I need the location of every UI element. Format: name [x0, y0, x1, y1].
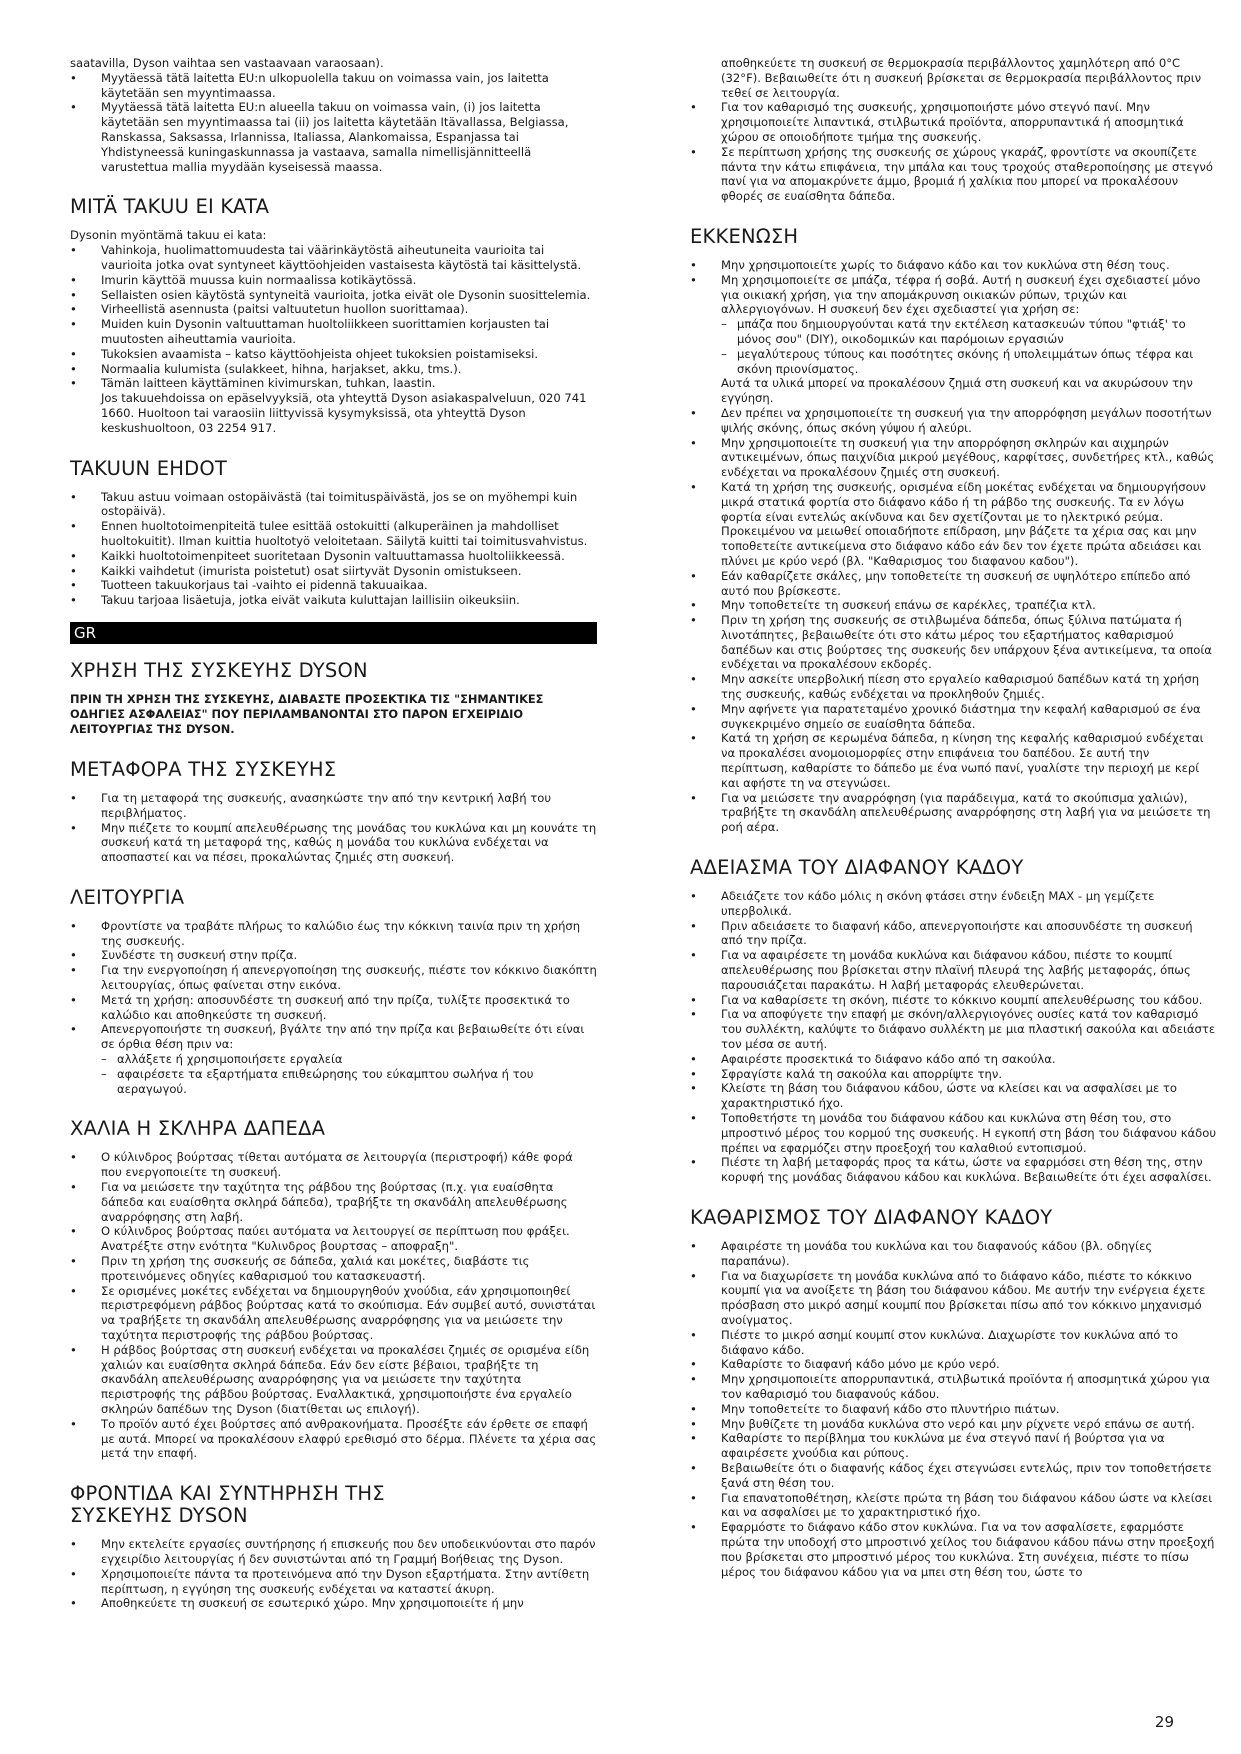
list-item: • Καθαρίστε το περίβλημα του κυκλώνα με ένα στεγνό πανί ή βούρτσα για να αφαιρέσετε χνούδια και ρύπους.: [690, 1431, 1217, 1461]
list-item: • Αφαιρέστε τη μονάδα του κυκλώνα και του διαφανούς κάδου (βλ. οδηγίες παραπάνω).: [690, 1239, 1217, 1269]
section-heading-care: [70, 1483, 597, 1527]
list-item: • Εάν καθαρίζετε σκάλες, μην τοποθετείτε τη συσκευή σε υψηλότερο επίπεδο από αυτό που βρίσκεστε.: [690, 569, 1217, 599]
list-item: • Η ράβδος βούρτσας στη συσκευή ενδέχεται να προκαλέσει ζημιές σε ορισμένα είδη χαλιών και ευαίσθητα σκληρά δάπεδα. Εάν δεν είστε βέβαιοι, τραβήξτε τη σκανδάλη απελευθέρωσης αναρρόφησης για να μειώσετε την ταχύτητα περιστροφής της ράβδου βούρτσας. Εναλλακτικά, χρησιμοποιήστε ένα εργαλείο σκληρών δαπέδων της Dyson (διατίθεται ως επιλογή).: [70, 1343, 597, 1417]
section-heading-emptying: ΕΚΚΕΝΩΣΗ: [690, 224, 799, 248]
emptying-bin-list: [690, 889, 1217, 1185]
list-item: • Για να αφαιρέσετε τη μονάδα κυκλώνα και διάφανου κάδου, πιέστε το κουμπί απελευθέρωσης που βρίσκεται στην πλαϊνή πλευρά της λαβής μεταφοράς, όπως παρουσιάζεται παρακάτω. Η λαβή μεταφοράς ελευθερώνεται.: [690, 948, 1217, 992]
operation-sublist: [70, 1052, 597, 1096]
section-heading-emptying-bin: ΑΔΕΙΑΣΜΑ ΤΟΥ ΔΙΑΦΑΝΟΥ ΚΑΔΟΥ: [690, 856, 1024, 880]
sub-item: – αλλάξετε ή χρησιμοποιήσετε εργαλεία: [101, 1052, 597, 1067]
section-heading-not-covered: MITÄ TAKUU EI KATA: [70, 195, 270, 219]
list-item: • Virheellistä asennusta (paitsi valtuutetun huollon suorittamaa).: [70, 302, 597, 317]
right-intro-list: [690, 56, 1217, 204]
section-heading-carrying: ΜΕΤΑΦΟΡΑ ΤΗΣ ΣΥΣΚΕΥΗΣ: [70, 757, 337, 781]
list-item: • Το προϊόν αυτό έχει βούρτσες από ανθρακονήματα. Προσέξτε εάν έρθετε σε επαφή με αυτά. Μπορεί να προκαλέσουν ελαφρύ ερεθισμό στο δέρμα. Πλένετε τα χέρια σας μετά την επαφή.: [70, 1417, 597, 1461]
sub-item: – μεγαλύτερους τύπους και ποσότητες σκόνης ή υπολειμμάτων όπως τέφρα και σκόνη πριονίσματος.: [721, 347, 1217, 377]
list-item: • Μην εκτελείτε εργασίες συντήρησης ή επισκευής που δεν υποδεικνύονται στο παρόν εγχειρίδιο λειτουργίας ή δεν συνιστώνται από τη Γραμμή Βοήθειας της Dyson.: [70, 1537, 597, 1567]
list-item: • Μετά τη χρήση: αποσυνδέστε τη συσκευή από την πρίζα, τυλίξτε προσεκτικά το καλώδιο και αποθηκεύστε τη συσκευή.: [70, 993, 597, 1023]
list-item: • Myytäessä tätä laitetta EU:n alueella takuu on voimassa vain, (i) jos laitetta käytetään sen myyntimaassa tai (ii) jos laitetta käytetään Itävallassa, Belgiassa, Ranskassa, Saksassa, Irlannissa, Italiassa, Alankomaissa, Espanjassa tai Yhdistyneessä kuningaskunnassa ja vastaava, samalla nimellisjännitteellä varustettua mallia myydään kyseisessä maassa.: [70, 100, 597, 174]
list-item: • Για την ενεργοποίηση ή απενεργοποίηση της συσκευής, πιέστε τον κόκκινο διακόπτη λειτουργίας, όπως φαίνεται στην εικόνα.: [70, 963, 597, 993]
section-heading-cleaning-bin: ΚΑΘΑΡΙΣΜΟΣ ΤΟΥ ΔΙΑΦΑΝΟΥ ΚΑΔΟΥ: [690, 1205, 1053, 1229]
language-bar-gr: GR: [70, 622, 597, 644]
right-column: [690, 56, 1217, 1579]
list-item: • Για να καθαρίσετε τη σκόνη, πιέστε το κόκκινο κουμπί απελευθέρωσης του κάδου.: [690, 993, 1217, 1008]
list-item: • Απενεργοποιήστε τη συσκευή, βγάλτε την από την πρίζα και βεβαιωθείτε ότι είναι σε όρθια θέση πριν να:: [70, 1022, 597, 1052]
section-heading-use: ΧΡΗΣΗ ΤΗΣ ΣΥΣΚΕΥΗΣ DYSON: [70, 658, 368, 682]
intro-line: saatavilla, Dyson vaihtaa sen vastaavaan varaosaan).: [70, 56, 384, 70]
list-item: • Πριν αδειάσετε το διαφανή κάδο, απενεργοποιήστε και αποσυνδέστε τη συσκευή από την πρίζα.: [690, 919, 1217, 949]
emptying-sublist: [690, 317, 1217, 376]
list-item: • Μην χρησιμοποιείτε χωρίς το διάφανο κάδο και τον κυκλώνα στη θέση τους.: [690, 258, 1217, 273]
operation-list: [70, 919, 597, 1052]
list-item: • Ο κύλινδρος βούρτσας παύει αυτόματα να λειτουργεί σε περίπτωση που φράξει. Ανατρέξτε στην ενότητα "Κυλινδρος βουρτσας – αποφραξη".: [70, 1224, 597, 1254]
section-heading-warranty-terms: TAKUUN EHDOT: [70, 456, 227, 480]
list-item: • Φροντίστε να τραβάτε πλήρως το καλώδιο έως την κόκκινη ταινία πριν τη χρήση της συσκευής.: [70, 919, 597, 949]
list-item: • Tukoksien avaamista – katso käyttöohjeista ohjeet tukoksien poistamiseksi.: [70, 347, 597, 362]
list-item: • Ο κύλινδρος βούρτσας τίθεται αυτόματα σε λειτουργία (περιστροφή) κάθε φορά που ενεργοποιείτε τη συσκευή.: [70, 1150, 597, 1180]
list-item: • Μην βυθίζετε τη μονάδα κυκλώνα στο νερό και μην ρίχνετε νερό επάνω σε αυτή.: [690, 1417, 1217, 1432]
list-item: • Κλείστε τη βάση του διάφανου κάδου, ώστε να κλείσει και να ασφαλίσει με το χαρακτηριστικό ήχο.: [690, 1081, 1217, 1111]
list-item: • Για να αποφύγετε την επαφή με σκόνη/αλλεργιογόνες ουσίες κατά τον καθαρισμό του συλλέκτη, καλύψτε το διάφανο συλλέκτη με μια πλαστική σακούλα και αδειάστε τον μέσα σε αυτή.: [690, 1007, 1217, 1051]
list-item: • Ennen huoltotoimenpiteitä tulee esittää ostokuitti (alkuperäinen ja mahdolliset huoltokuitit). Ilman kuittia huoltotyö veloitetaan. Säilytä kuitti tai toimitusvahvistus.: [70, 519, 597, 549]
list-item: • Χρησιμοποιείτε πάντα τα προτεινόμενα από την Dyson εξαρτήματα. Στην αντίθετη περίπτωση, η εγγύηση της συσκευής ενδέχεται να καταστεί άκυρη.: [70, 1567, 597, 1597]
warranty-terms-list: [70, 490, 597, 608]
list-item: • Αποθηκεύετε τη συσκευή σε εσωτερικό χώρο. Μην χρησιμοποιείτε ή μην: [70, 1596, 597, 1611]
continued-paragraph: Αυτά τα υλικά μπορεί να προκαλέσουν ζημιά στη συσκευή και να ακυρώσουν την εγγύηση.: [721, 376, 1193, 406]
heading-line: ΦΡΟΝΤΙΔΑ ΚΑΙ ΣΥΝΤΗΡΗΣΗ ΤΗΣ: [70, 1482, 385, 1506]
list-item: • Μην αφήνετε για παρατεταμένο χρονικό διάστημα την κεφαλή καθαρισμού σε ένα συγκεκριμένο σημείο σε ευαίσθητα δάπεδα.: [690, 702, 1217, 732]
list-item: • Normaalia kulumista (sulakkeet, hihna, harjakset, akku, tms.).: [70, 362, 597, 377]
list-item: • Imurin käyttöä muussa kuin normaalissa kotikäytössä.: [70, 273, 597, 288]
page-number: 29: [1154, 1713, 1174, 1731]
emptying-list-b: [690, 376, 1217, 835]
list-item: • Πιέστε τη λαβή μεταφοράς προς τα κάτω, ώστε να εφαρμόσει στη θέση της, στην κορυφή της μονάδας διάφανου κάδου και κυκλώνα. Βεβαιωθείτε ότι έχει ασφαλίσει.: [690, 1155, 1217, 1185]
safety-notice: ΠΡΙΝ ΤΗ ΧΡΗΣΗ ΤΗΣ ΣΥΣΚΕΥΗΣ, ΔΙΑΒΑΣΤΕ ΠΡΟΣΕΚΤΙΚΑ ΤΙΣ "ΣΗΜΑΝΤΙΚΕΣ ΟΔΗΓΙΕΣ ΑΣΦΑΛΕΙΑΣ" ΠΟΥ ΠΕΡΙΛΑΜΒΑΝΟΝΤΑΙ ΣΤΟ ΠΑΡΟΝ ΕΓΧΕΙΡΙΔΙΟ ΛΕΙΤΟΥΡΓΙΑΣ ΤΗΣ DYSON.: [70, 691, 544, 736]
list-item: • Tuotteen takuukorjaus tai -vaihto ei pidennä takuuaikaa.: [70, 578, 597, 593]
care-list: [70, 1537, 597, 1611]
emptying-list-a: [690, 258, 1217, 317]
list-item: • Μην τοποθετείτε τη συσκευή επάνω σε καρέκλες, τραπέζια κτλ.: [690, 598, 1217, 613]
list-item: • Muiden kuin Dysonin valtuuttaman huoltoliikkeen suorittamien korjausten tai muutosten aiheuttamia vaurioita.: [70, 317, 597, 347]
list-item: • Δεν πρέπει να χρησιμοποιείτε τη συσκευή για την απορρόφηση μεγάλων ποσοτήτων ψιλής σκόνης, όπως σκόνη γύψου ή αλεύρι.: [690, 406, 1217, 436]
list-item: • Vahinkoja, huolimattomuudesta tai väärinkäytöstä aiheutuneita vaurioita tai vaurioita jotka ovat syntyneet käyttöohjeiden vastaisesta käytöstä tai käsittelystä.: [70, 243, 597, 273]
list-item: • Πριν τη χρήση της συσκευής σε δάπεδα, χαλιά και μοκέτες, διαβάστε τις προτεινόμενες οδηγίες καθαρισμού του κατασκευαστή.: [70, 1254, 597, 1284]
list-item: • Για να μειώσετε την αναρρόφηση (για παράδειγμα, κατά το σκούπισμα χαλιών), τραβήξτε τη σκανδάλη απελευθέρωσης αναρρόφησης στη λαβή για να μειώσετε τη ροή αέρα.: [690, 791, 1217, 835]
contact-paragraph: Jos takuuehdoissa on epäselvyyksiä, ota yhteyttä Dyson asiakaspalveluun, 020 741 1660. Huoltoon tai varaosiin liittyvissä kysymyksissä, ota yhteyttä Dyson keskushuoltoon, 03 2254 917.: [101, 391, 587, 435]
list-item: • Μην πιέζετε το κουμπί απελευθέρωσης της μονάδας του κυκλώνα και μη κουνάτε τη συσκευή κατά τη μεταφορά της, καθώς η μονάδα του κυκλώνα ενδέχεται να αποσπαστεί και να πέσει, προκαλώντας ζημιές στη συσκευή.: [70, 821, 597, 865]
sub-item: – μπάζα που δημιουργούνται κατά την εκτέλεση κατασκευών τύπου "φτιάξ' το μόνος σου" (DIY), οικοδομικών και παρόμοιων εργασιών: [721, 317, 1217, 347]
list-item: • Kaikki huoltotoimenpiteet suoritetaan Dysonin valtuuttamassa huoltoliikkeessä.: [70, 549, 597, 564]
list-item: • Εφαρμόστε το διάφανο κάδο στον κυκλώνα. Για να τον ασφαλίσετε, εφαρμόστε πρώτα την υποδοχή στο μπροστινό χείλος του διάφανου κάδου πάνω στην προεξοχή που βρίσκεται στο μπροστινό μέρος του κυκλώνα. Στη συνέχεια, πιέστε το πίσω μέρος του διάφανου κάδου για να μπει στη θέση του, ώστε το: [690, 1520, 1217, 1579]
section-heading-operation: ΛΕΙΤΟΥΡΓΙΑ: [70, 885, 185, 909]
list-item: • Tämän laitteen käyttäminen kivimurskan, tuhkan, laastin.: [70, 376, 597, 391]
list-item: • Sellaisten osien käytöstä syntyneitä vaurioita, jotka eivät ole Dysonin suosittelemia.: [70, 288, 597, 303]
list-item: • Πιέστε το μικρό ασημί κουμπί στον κυκλώνα. Διαχωρίστε τον κυκλώνα από το διάφανο κάδο.: [690, 1328, 1217, 1358]
list-item: • Για να διαχωρίσετε τη μονάδα κυκλώνα από το διάφανο κάδο, πιέστε το κόκκινο κουμπί για να ανοίξετε τη βάση του διάφανου κάδου. Με αυτήν την ενέργεια έχετε πρόσβαση στο μικρό ασημί κουμπί που βρίσκεται πίσω από τον κόκκινο μηχανισμό ανοίγματος.: [690, 1269, 1217, 1328]
list-item: • Βεβαιωθείτε ότι ο διαφανής κάδος έχει στεγνώσει εντελώς, πριν τον τοποθετήσετε ξανά στη θέση του.: [690, 1461, 1217, 1491]
left-column: [70, 56, 597, 1611]
list-item: • Για τον καθαρισμό της συσκευής, χρησιμοποιήστε μόνο στεγνό πανί. Μην χρησιμοποιείτε λιπαντικά, στιλβωτικά προϊόντα, απορρυπαντικά ή αποσμητικά χώρου σε οποιοδήποτε τμήμα της συσκευής.: [690, 100, 1217, 144]
list-item: • Συνδέστε τη συσκευή στην πρίζα.: [70, 948, 597, 963]
sub-item: – αφαιρέσετε τα εξαρτήματα επιθεώρησης του εύκαμπτου σωλήνα ή του αεραγωγού.: [101, 1067, 597, 1097]
list-item: • Σε περίπτωση χρήσης της συσκευής σε χώρους γκαράζ, φροντίστε να σκουπίζετε πάντα την κάτω επιφάνεια, την μπάλα και τους τροχούς σταθεροποίησης με στεγνό πανί για να απομακρύνετε άμμο, βρομιά ή χαλίκια που μπορεί να προκαλέσουν φθορές σε ευαίσθητα δάπεδα.: [690, 145, 1217, 204]
list-item: • Για να μειώσετε την ταχύτητα της ράβδου της βούρτσας (π.χ. για ευαίσθητα δάπεδα και ευαίσθητα σκληρά δάπεδα), τραβήξτε τη σκανδάλη απελευθέρωσης αναρρόφησης στη λαβή.: [70, 1180, 597, 1224]
list-item: • Για επανατοποθέτηση, κλείστε πρώτα τη βάση του διάφανου κάδου ώστε να κλείσει και να ασφαλίσει με το χαρακτηριστικό ήχο.: [690, 1491, 1217, 1521]
section-intro: Dysonin myöntämä takuu ei kata:: [70, 228, 267, 243]
list-item: • Takuu astuu voimaan ostopäivästä (tai toimituspäivästä, jos se on myöhempi kuin ostopäivä).: [70, 490, 597, 520]
list-item: • Αδειάζετε τον κάδο μόλις η σκόνη φτάσει στην ένδειξη MAX - μη γεμίζετε υπερβολικά.: [690, 889, 1217, 919]
list-item: • Αφαιρέστε προσεκτικά το διάφανο κάδο από τη σακούλα.: [690, 1052, 1217, 1067]
list-item: • Μη χρησιμοποιείτε σε μπάζα, τέφρα ή σοβά. Αυτή η συσκευή έχει σχεδιαστεί μόνο για οικιακή χρήση, για την απομάκρυνση οικιακών ρύπων, τριχών και αλλεργιογόνων. Η συσκευή δεν έχει σχεδιαστεί για χρήση σε:: [690, 273, 1217, 317]
intro-bullets: [70, 71, 597, 175]
section-heading-floors: ΧΑΛΙΑ Η ΣΚΛΗΡΑ ΔΑΠΕΔΑ: [70, 1117, 326, 1141]
cleaning-bin-list: [690, 1239, 1217, 1579]
list-item: • Σε ορισμένες μοκέτες ενδέχεται να δημιουργηθούν χνούδια, εάν χρησιμοποιηθεί περιστρεφόμενη ράβδος βούρτσας κατά το σκούπισμα. Εάν συμβεί αυτό, συνιστάται να τραβήξετε τη σκανδάλη απελευθέρωσης αναρρόφησης για να μειώσετε την ταχύτητα περιστροφής της ράβδου βούρτσας.: [70, 1284, 597, 1343]
not-covered-list: [70, 243, 597, 435]
list-item: • Καθαρίστε το διαφανή κάδο μόνο με κρύο νερό.: [690, 1357, 1217, 1372]
list-item: • Μην ασκείτε υπερβολική πίεση στο εργαλείο καθαρισμού δαπέδων κατά τη χρήση της συσκευής, καθώς ενδέχεται να προκληθούν ζημιές.: [690, 672, 1217, 702]
list-item: • Μην χρησιμοποιείτε απορρυπαντικά, στιλβωτικά προϊόντα ή αποσμητικά χώρου για τον καθαρισμό του διαφανούς κάδου.: [690, 1372, 1217, 1402]
list-item: • Κατά τη χρήση σε κερωμένα δάπεδα, η κίνηση της κεφαλής καθαρισμού ενδέχεται να προκαλέσει ανομοιομορφίες στην επιφάνεια του δαπέδου. Σε αυτή την περίπτωση, καθαρίστε το δάπεδο με ένα νωπό πανί, γυαλίστε την περιοχή με κερί και αφήστε τη να στεγνώσει.: [690, 731, 1217, 790]
list-item: • Σφραγίστε καλά τη σακούλα και απορρίψτε την.: [690, 1067, 1217, 1082]
list-item: • Takuu tarjoaa lisäetuja, jotka eivät vaikuta kuluttajan laillisiin oikeuksiin.: [70, 593, 597, 608]
list-item: • Kaikki vaihdetut (imurista poistetut) osat siirtyvät Dysonin omistukseen.: [70, 564, 597, 579]
list-item: • Για τη μεταφορά της συσκευής, ανασηκώστε την από την κεντρική λαβή του περιβλήματος.: [70, 791, 597, 821]
carrying-list: [70, 791, 597, 865]
continued-paragraph: αποθηκεύετε τη συσκευή σε θερμοκρασία περιβάλλοντος χαμηλότερη από 0°C (32°F). Βεβαιωθείτε ότι η συσκευή βρίσκεται σε θερμοκρασία περιβάλλοντος πριν τεθεί σε λειτουργία.: [721, 56, 1202, 100]
list-item: • Μην τοποθετείτε το διαφανή κάδο στο πλυντήριο πιάτων.: [690, 1402, 1217, 1417]
list-item: • Myytäessä tätä laitetta EU:n ulkopuolella takuu on voimassa vain, jos laitetta käytetään sen myyntimaassa.: [70, 71, 597, 101]
heading-line: ΣΥΣΚΕΥΗΣ DYSON: [70, 1504, 248, 1528]
list-item: • Τοποθετήστε τη μονάδα του διάφανου κάδου και κυκλώνα στη θέση του, στο μπροστινό μέρος του κορμού της συσκευής. Η εγκοπή στη βάση του διάφανου κάδου πρέπει να εφαρμόζει στην προεξοχή του καλαθιού εντοπισμού.: [690, 1111, 1217, 1155]
floors-list: [70, 1150, 597, 1461]
list-item: • Μην χρησιμοποιείτε τη συσκευή για την απορρόφηση σκληρών και αιχμηρών αντικειμένων, όπως παιχνίδια μικρού μεγέθους, καρφίτσες, συνδετήρες κτλ., καθώς ενδέχεται να προκαλέσουν ζημιές στη συσκευή.: [690, 436, 1217, 480]
list-item: • Κατά τη χρήση της συσκευής, ορισμένα είδη μοκέτας ενδέχεται να δημιουργήσουν μικρά στατικά φορτία στο διάφανο κάδο ή τη ράβδο της συσκευής. Τα εν λόγω φορτία είναι εντελώς ακίνδυνα και δεν σχετίζονται με το ηλεκτρικό ρεύμα. Προκειμένου να μειωθεί οποιαδήποτε επίδραση, μην βάζετε τα χέρια σας και μην τοποθετείτε αντικείμενα στο διάφανο κάδο εάν δεν τον έχετε πρώτα αδειάσει και πλύνει με κρύο νερό (βλ. "Καθαρισμος του διαφανου καδου").: [690, 480, 1217, 569]
list-item: • Πριν τη χρήση της συσκευής σε στιλβωμένα δάπεδα, όπως ξύλινα πατώματα ή λινοτάπητες, βεβαιωθείτε ότι στο κάτω μέρος του εξαρτήματος καθαρισμού δαπέδων και στις βούρτσες της συσκευής δεν υπάρχουν ξένα αντικείμενα, τα οποία ενδέχεται να προκαλέσουν εκδορές.: [690, 613, 1217, 672]
